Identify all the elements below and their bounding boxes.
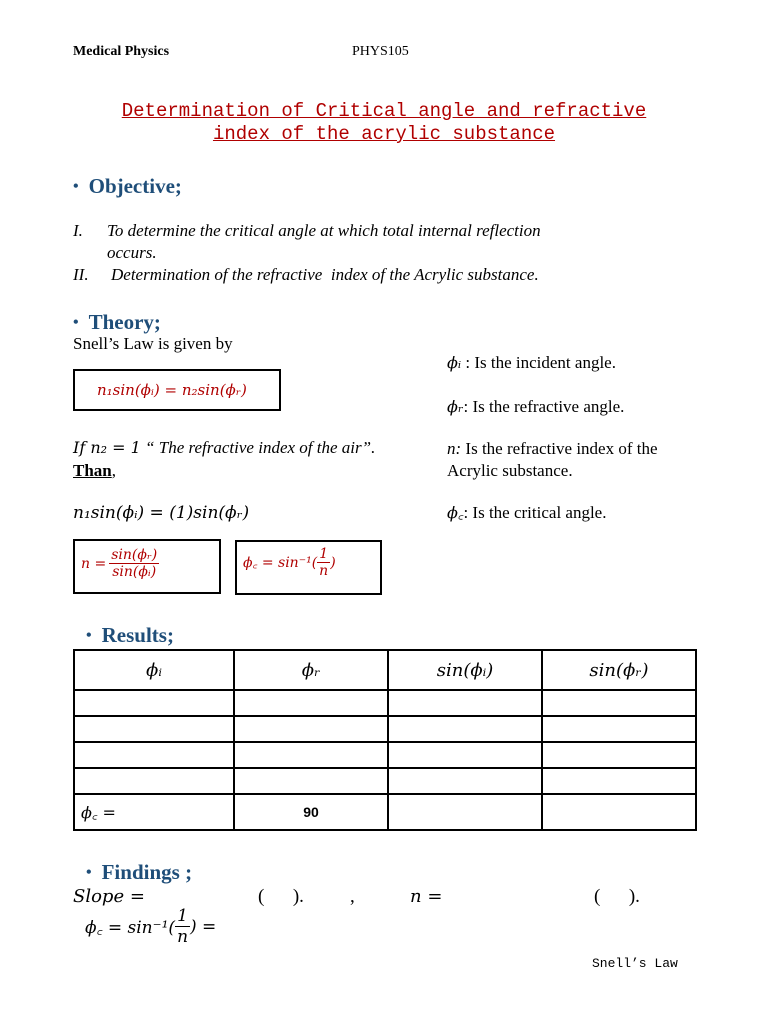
crit-fraction bbox=[317, 546, 330, 579]
slope-label: Slope = bbox=[73, 886, 145, 907]
than-label: Than bbox=[73, 461, 112, 480]
than-punct: , bbox=[111, 461, 116, 480]
definition-critical bbox=[447, 502, 606, 524]
title-line-2: index of the acrylic substance bbox=[212, 123, 556, 145]
critical-row-value: 90 bbox=[234, 794, 388, 830]
n-value-paren: ( ). bbox=[594, 886, 640, 907]
col-header-incident: ϕᵢ bbox=[74, 650, 234, 690]
table-cell bbox=[74, 716, 234, 742]
reduced-equation: n₁sin(ϕᵢ) = (1)sin(ϕᵣ) bbox=[73, 503, 250, 523]
objective-item-1-line2: occurs. bbox=[107, 243, 157, 262]
slope-value-paren: ( ). bbox=[258, 886, 304, 907]
table-row bbox=[74, 716, 696, 742]
crit-rhs: ) bbox=[330, 554, 336, 571]
findings-crit-rhs: ) = bbox=[190, 916, 217, 937]
table-cell bbox=[542, 794, 696, 830]
def-text-1: : Is the incident angle. bbox=[461, 353, 616, 372]
findings-comma: , bbox=[350, 886, 355, 907]
results-heading bbox=[86, 623, 174, 648]
n-formula-box bbox=[73, 539, 221, 594]
results-table bbox=[73, 649, 697, 831]
def-symbol-4: ϕ꜀ bbox=[447, 503, 464, 522]
page-footer: Snell’s Law bbox=[592, 956, 678, 971]
n-label: n = bbox=[410, 886, 443, 907]
n-formula-fraction bbox=[109, 547, 159, 580]
definition-refractive bbox=[447, 396, 624, 418]
table-row bbox=[74, 690, 696, 716]
objective-heading bbox=[73, 174, 182, 199]
col-header-sin-incident: sin(ϕᵢ) bbox=[388, 650, 542, 690]
table-cell bbox=[234, 716, 388, 742]
findings-crit-fraction bbox=[175, 906, 190, 947]
n-formula-num: sin(ϕᵣ) bbox=[111, 547, 158, 563]
definition-index bbox=[447, 438, 707, 482]
table-header-row bbox=[74, 650, 696, 690]
def-text-3: Is the refractive index of the bbox=[461, 439, 658, 458]
theory-heading-text: Theory; bbox=[88, 310, 161, 334]
objective-item-2-num: II. bbox=[73, 265, 89, 284]
document-title bbox=[0, 100, 768, 146]
n-formula bbox=[81, 547, 159, 580]
objective-heading-text: Objective; bbox=[88, 174, 182, 198]
table-cell bbox=[542, 742, 696, 768]
n-formula-den: sin(ϕᵢ) bbox=[112, 564, 157, 580]
table-cell bbox=[234, 690, 388, 716]
table-cell bbox=[542, 768, 696, 794]
condition-text: “ The refractive index of the air”. bbox=[145, 438, 376, 457]
condition-line bbox=[73, 437, 375, 459]
definition-incident bbox=[447, 352, 616, 374]
def-symbol-3: n: bbox=[447, 439, 462, 458]
objective-item-1-line1: To determine the critical angle at which total internal reflection bbox=[107, 221, 541, 240]
findings-heading-text: Findings ; bbox=[101, 860, 193, 884]
objective-item-2: Determination of the refractive index of the Acrylic substance. bbox=[111, 265, 539, 284]
table-cell bbox=[388, 794, 542, 830]
title-line-1: Determination of Critical angle and refractive bbox=[121, 100, 647, 122]
table-cell bbox=[234, 768, 388, 794]
objective-item-1-num: I. bbox=[73, 221, 83, 240]
critical-formula-box bbox=[235, 540, 382, 595]
def-symbol-2: ϕᵣ bbox=[447, 397, 464, 416]
than-line bbox=[73, 460, 116, 482]
bullet-icon: • bbox=[73, 178, 79, 195]
col-header-refractive: ϕᵣ bbox=[234, 650, 388, 690]
table-cell bbox=[388, 768, 542, 794]
table-row bbox=[74, 768, 696, 794]
critical-row-label: ϕ꜀ = bbox=[74, 794, 234, 830]
table-cell bbox=[74, 690, 234, 716]
course-name: Medical Physics bbox=[73, 44, 170, 59]
crit-den: n bbox=[319, 563, 329, 579]
condition-math: If n₂ = 1 bbox=[73, 438, 141, 457]
table-row-critical bbox=[74, 794, 696, 830]
findings-heading bbox=[86, 860, 192, 885]
findings-crit-lhs: ϕ꜀ = sin⁻¹( bbox=[85, 918, 176, 938]
findings-critical-formula bbox=[85, 906, 216, 947]
snell-equation: n₁sin(ϕᵢ) = n₂sin(ϕᵣ) bbox=[97, 381, 247, 399]
theory-heading bbox=[73, 310, 161, 335]
bullet-icon: • bbox=[86, 864, 92, 881]
results-heading-text: Results; bbox=[101, 623, 174, 647]
theory-intro: Snell’s Law is given by bbox=[73, 334, 233, 353]
findings-crit-den: n bbox=[177, 927, 189, 947]
table-cell bbox=[234, 742, 388, 768]
objective-item-1 bbox=[107, 220, 667, 264]
n-formula-lhs: n = bbox=[81, 555, 107, 572]
table-cell bbox=[542, 690, 696, 716]
snell-equation-box bbox=[73, 369, 281, 411]
bullet-icon: • bbox=[86, 627, 92, 644]
table-cell bbox=[542, 716, 696, 742]
def-text-4: : Is the critical angle. bbox=[463, 503, 607, 522]
def-text-2: : Is the refractive angle. bbox=[463, 397, 625, 416]
critical-formula bbox=[243, 546, 336, 579]
crit-num: 1 bbox=[317, 546, 330, 563]
col-header-sin-refractive: sin(ϕᵣ) bbox=[542, 650, 696, 690]
table-cell bbox=[388, 742, 542, 768]
course-code: PHYS105 bbox=[352, 44, 409, 59]
bullet-icon: • bbox=[73, 314, 79, 331]
def-text-3b: Acrylic substance. bbox=[447, 461, 573, 480]
table-cell bbox=[74, 742, 234, 768]
table-cell bbox=[74, 768, 234, 794]
crit-lhs: ϕ꜀ = sin⁻¹( bbox=[243, 555, 318, 571]
findings-crit-num: 1 bbox=[175, 906, 190, 927]
def-symbol-1: ϕᵢ bbox=[447, 353, 462, 372]
table-cell bbox=[388, 716, 542, 742]
table-cell bbox=[388, 690, 542, 716]
table-row bbox=[74, 742, 696, 768]
